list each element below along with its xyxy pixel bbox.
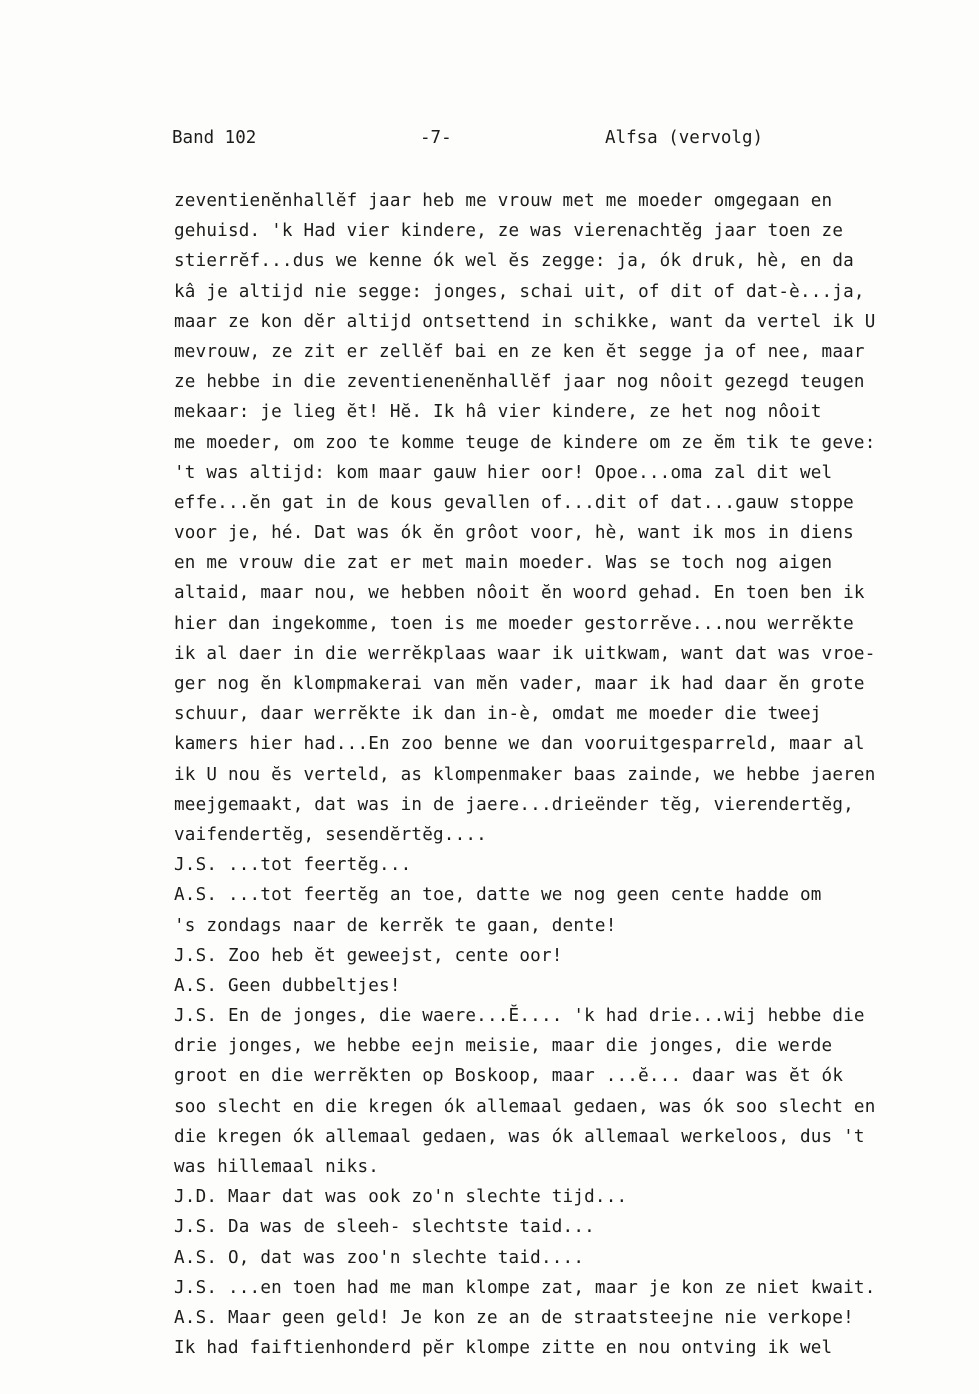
transcript-line: soo slecht en die kregen ók allemaal gedaen, was ók soo slecht en xyxy=(174,1096,876,1117)
transcript-line: hier dan ingekomme, toen is me moeder gestorrĕve...nou werrĕkte xyxy=(174,613,854,634)
document-title: Alfsa (vervolg) xyxy=(605,128,764,148)
transcript-line: die kregen ók allemaal gedaen, was ók allemaal werkeloos, dus 't xyxy=(174,1126,865,1147)
transcript-line: meejgemaakt, dat was in de jaere...drieënder tĕg, vierendertĕg, xyxy=(174,794,854,815)
transcript-line: A.S. Maar geen geld! Je kon ze an de straatsteejne nie verkope! xyxy=(174,1307,854,1328)
transcript-line: me moeder, om zoo te komme teuge de kindere om ze ĕm tik te geve: xyxy=(174,432,876,453)
transcript-line: mevrouw, ze zit er zellĕf bai en ze ken ĕt segge ja of nee, maar xyxy=(174,341,865,362)
transcript-line: 't was altijd: kom maar gauw hier oor! Opoe...oma zal dit wel xyxy=(174,462,833,483)
page-header xyxy=(172,128,972,156)
transcript-line: A.S. Geen dubbeltjes! xyxy=(174,975,401,996)
transcript-line: J.S. En de jonges, die waere...Ĕ.... 'k had drie...wij hebbe die xyxy=(174,1006,865,1027)
transcript-line: A.S. O, dat was zoo'n slechte taid.... xyxy=(174,1247,585,1268)
transcript-body xyxy=(174,186,974,1363)
transcript-line: ik U nou ĕs verteld, as klompenmaker baas zainde, we hebbe jaeren xyxy=(174,764,876,785)
transcript-line: gehuisd. 'k Had vier kindere, ze was vierenachtĕg jaar toen ze xyxy=(174,221,844,242)
transcript-line: was hillemaal niks. xyxy=(174,1157,380,1177)
transcript-line: voor je, hé. Dat was ók ĕn grôot voor, hè, want ik mos in diens xyxy=(174,523,854,544)
transcript-line: J.S. ...tot feertĕg... xyxy=(174,855,412,876)
transcript-line: stierrĕf...dus we kenne ók wel ĕs zegge: ja, ók druk, hè, en da xyxy=(174,251,854,272)
transcript-line: zeventienĕnhallĕf jaar heb me vrouw met me moeder omgegaan en xyxy=(174,191,833,211)
transcript-line: schuur, daar werrĕkte ik dan in-è, omdat me moeder die tweej xyxy=(174,704,822,725)
transcript-line: effe...ĕn gat in de kous gevallen of...dit of dat...gauw stoppe xyxy=(174,492,854,513)
transcript-line: ze hebbe in die zeventienenĕnhallĕf jaar nog nôoit gezegd teugen xyxy=(174,372,865,393)
transcript-line: groot en die werrĕkten op Boskoop, maar ...ĕ... daar was ĕt ók xyxy=(174,1066,844,1087)
transcript-line: J.S. Da was de sleeh- slechtste taid... xyxy=(174,1217,595,1238)
transcript-line: ik al daer in die werrĕkplaas waar ik uitkwam, want dat was vroe- xyxy=(174,643,876,664)
transcript-line: J.D. Maar dat was ook zo'n slechte tijd... xyxy=(174,1187,628,1208)
transcript-line: drie jonges, we hebbe eejn meisie, maar die jonges, die werde xyxy=(174,1036,833,1057)
transcript-line: 's zondags naar de kerrĕk te gaan, dente! xyxy=(174,915,617,936)
transcript-line: kâ je altijd nie segge: jonges, schai uit, of dit of dat-è...ja, xyxy=(174,281,865,302)
transcript-line: J.S. ...en toen had me man klompe zat, maar je kon ze niet kwait. xyxy=(174,1277,876,1298)
transcript-line: en me vrouw die zat er met main moeder. Was se toch nog aigen xyxy=(174,553,833,574)
transcript-line: altaid, maar nou, we hebben nôoit ĕn woord gehad. En toen ben ik xyxy=(174,583,865,604)
transcript-line: J.S. Zoo heb ĕt geweejst, cente oor! xyxy=(174,945,563,966)
transcript-line: ger nog ĕn klompmakerai van mĕn vader, maar ik had daar ĕn grote xyxy=(174,674,865,694)
page-number: -7- xyxy=(420,128,452,148)
transcript-line: Ik had faiftienhonderd pĕr klompe zitte en nou ontving ik wel xyxy=(174,1338,833,1359)
transcript-line: mekaar: je lieg ĕt! Hĕ. Ik hâ vier kindere, ze het nog nôoit xyxy=(174,402,822,423)
transcript-line: vaifendertĕg, sesendĕrtĕg.... xyxy=(174,824,487,845)
transcript-line: maar ze kon dĕr altijd ontsettend in schikke, want da vertel ik U xyxy=(174,311,876,332)
band-label: Band 102 xyxy=(172,128,257,148)
transcript-line: kamers hier had...En zoo benne we dan vooruitgesparreld, maar al xyxy=(174,734,865,755)
transcript-line: A.S. ...tot feertĕg an toe, datte we nog geen cente hadde om xyxy=(174,885,822,906)
